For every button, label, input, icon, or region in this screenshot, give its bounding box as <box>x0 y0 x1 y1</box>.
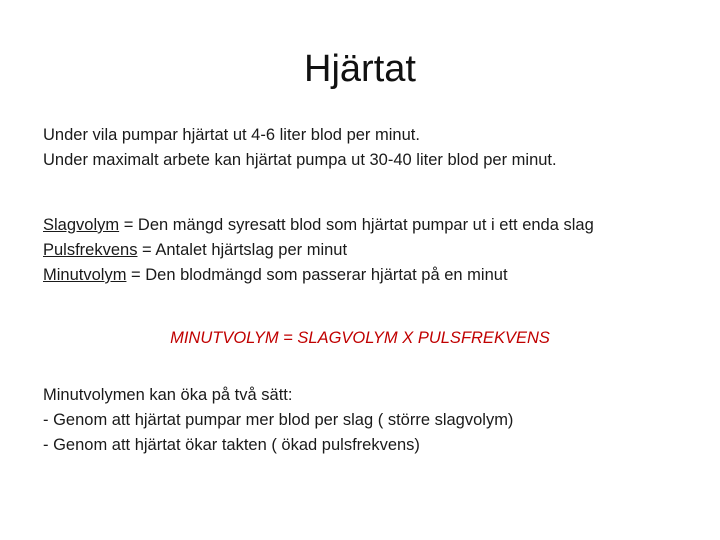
definition-term: Pulsfrekvens <box>43 241 138 259</box>
definition-text: = Den blodmängd som passerar hjärtat på en minut <box>126 266 508 284</box>
slide-title: Hjärtat <box>304 48 416 90</box>
ways-heading: Minutvolymen kan öka på två sätt: <box>43 386 293 404</box>
definition-minutvolym <box>43 263 693 288</box>
intro-line-max: Under maximalt arbete kan hjärtat pumpa ut 30-40 liter blod per minut. <box>43 151 557 169</box>
intro-paragraph <box>43 123 693 173</box>
definition-text: = Antalet hjärtslag per minut <box>137 241 348 259</box>
ways-item-stroke-volume: - Genom att hjärtat pumpar mer blod per slag ( större slagvolym) <box>43 411 514 429</box>
definition-term: Minutvolym <box>43 266 127 284</box>
definition-text: = Den mängd syresatt blod som hjärtat pumpar ut i ett enda slag <box>119 216 594 234</box>
formula: MINUTVOLYM = SLAGVOLYM X PULSFREKVENS <box>170 329 550 347</box>
definitions-list <box>43 213 693 288</box>
intro-line-rest: Under vila pumpar hjärtat ut 4-6 liter blod per minut. <box>43 126 420 144</box>
ways-item-heart-rate: - Genom att hjärtat ökar takten ( ökad pulsfrekvens) <box>43 436 420 454</box>
definition-term: Slagvolym <box>43 216 120 234</box>
definition-slagvolym <box>43 213 693 238</box>
definition-pulsfrekvens <box>43 238 693 263</box>
ways-list <box>43 383 693 458</box>
